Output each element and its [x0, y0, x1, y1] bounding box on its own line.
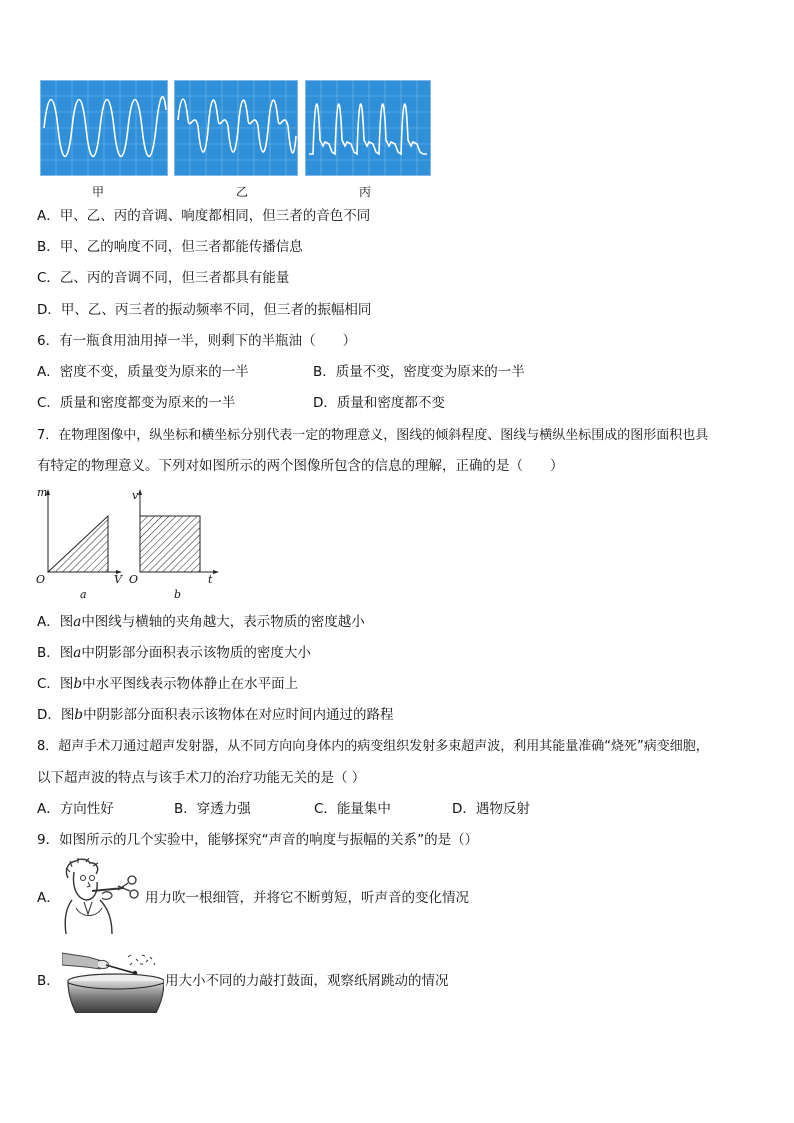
q7-option-c	[37, 674, 298, 694]
q6-option-b: B．质量不变，密度变为原来的一半	[313, 364, 525, 380]
graph-b-x-label: t	[208, 573, 213, 586]
q5-option-a: A．甲、乙、丙的音调、响度都相同，但三者的音色不同	[37, 208, 371, 224]
graph-a-caption: a	[80, 588, 87, 601]
q5-option-b: B．甲、乙的响度不同，但三者都能传播信息	[37, 239, 303, 255]
q8-stem-line1: 8．超声手术刀通过超声发射器，从不同方向向身体内的病变组织发射多束超声波，利用其能量准确“烧死”病变细胞，	[37, 739, 709, 754]
q8-option-a: A．方向性好	[37, 801, 114, 817]
q7-option-d-var: b	[74, 707, 84, 723]
q8-option-c: C．能量集中	[314, 801, 391, 817]
q7-option-b-text: 中阴影部分面积表示该物质的密度大小	[81, 645, 311, 661]
q7-option-a	[37, 612, 365, 632]
oscilloscope-label-bing: 丙	[359, 185, 372, 199]
q9-option-b-illustration	[62, 949, 164, 1013]
q7-stem-line2: 有特定的物理意义。下列对如图所示的两个图像所包含的信息的理解，正确的是（ ）	[37, 458, 564, 474]
oscilloscope-bing	[305, 80, 431, 176]
graph-b-caption: b	[174, 588, 182, 601]
q9-option-a-text: 用力吹一根细管，并将它不断剪短，听声音的变化情况	[145, 890, 469, 906]
q7-stem-line1: 7．在物理图像中，纵坐标和横坐标分别代表一定的物理意义，图线的倾斜程度、图线与横纵坐标围成的图形面积也具	[37, 428, 709, 443]
q7-option-b-prefix: B．图	[37, 645, 74, 661]
q9-option-b-letter: B．	[37, 973, 60, 989]
q7-option-c-var: b	[73, 676, 83, 692]
q7-option-d-prefix: D．图	[37, 707, 75, 723]
graph-a-x-label: V	[114, 573, 122, 586]
q7-option-c-prefix: C．图	[37, 676, 74, 692]
q6-stem: 6．有一瓶食用油用掉一半，则剩下的半瓶油（ ）	[37, 333, 357, 349]
q5-option-d: D．甲、乙、丙三者的振动频率不同，但三者的振幅相同	[37, 302, 372, 318]
q9-option-b-text: 用大小不同的力敲打鼓面，观察纸屑跳动的情况	[165, 973, 449, 989]
graph-b-y-label: v	[132, 489, 139, 502]
q8-stem-line2: 以下超声波的特点与该手术刀的治疗功能无关的是（ ）	[37, 770, 366, 786]
q7-option-c-text: 中水平图线表示物体静止在水平面上	[82, 676, 299, 692]
q7-option-d	[37, 705, 394, 725]
q9-option-a-letter: A．	[37, 890, 60, 906]
q7-option-a-prefix: A．图	[37, 614, 74, 630]
oscilloscope-yi	[174, 80, 298, 176]
q9-stem: 9．如图所示的几个实验中，能够探究“声音的响度与振幅的关系”的是（）	[37, 832, 479, 848]
q6-option-a: A．密度不变，质量变为原来的一半	[37, 364, 249, 380]
q8-option-b: B．穿透力强	[174, 801, 251, 817]
q6-option-c: C．质量和密度都变为原来的一半	[37, 395, 236, 411]
q7-option-a-text: 中图线与横轴的夹角越大，表示物质的密度越小	[81, 614, 365, 630]
q7-option-a-var: a	[73, 614, 82, 630]
graph-b-origin: O	[129, 573, 139, 586]
q5-option-c: C．乙、丙的音调不同，但三者都具有能量	[37, 270, 290, 286]
q7-option-d-text: 中阴影部分面积表示该物体在对应时间内通过的路程	[83, 707, 394, 723]
q7-option-b-var: a	[73, 645, 82, 661]
q6-option-d: D．质量和密度都不变	[313, 395, 445, 411]
oscilloscope-label-jia: 甲	[92, 185, 105, 199]
graph-a-y-label: m	[37, 486, 48, 499]
graph-a-origin: O	[36, 573, 46, 586]
q9-option-a-illustration	[62, 858, 146, 934]
graph-a	[35, 486, 125, 601]
oscilloscope-label-yi: 乙	[236, 185, 249, 199]
q8-option-d: D．遇物反射	[452, 801, 530, 817]
oscilloscope-jia	[40, 80, 168, 176]
q7-option-b	[37, 643, 311, 663]
